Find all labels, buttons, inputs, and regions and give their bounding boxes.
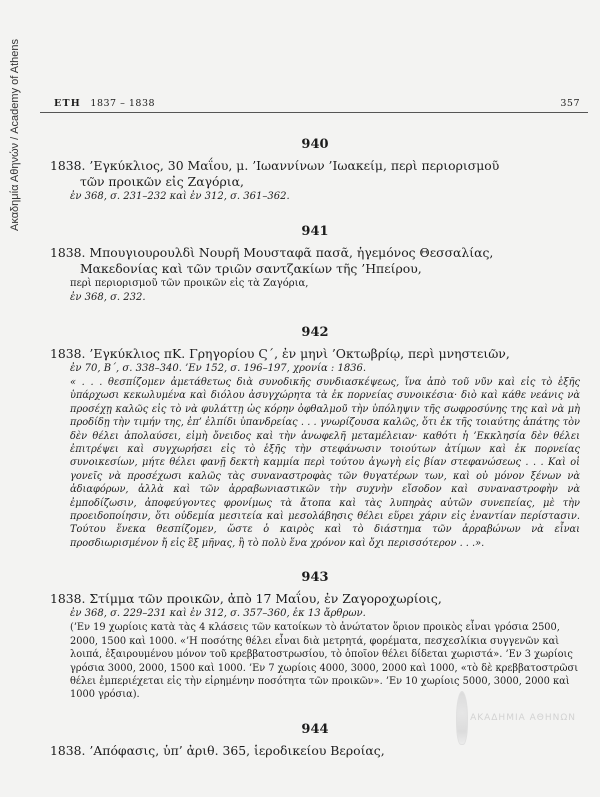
- entry-quotation: « . . . θεσπίζομεν ἀμετάθετως διὰ συνοδικῆς συνδιασκέψεως, ἵνα ἀπὸ τοῦ νῦν καὶ εἰς τὸ ἑξῆς ὑπάρχωσι κεκωλυμένα καὶ διόλου ἀσυγχώρητα τὰ ἐκ πορνείας συνοικέσια· διὸ καὶ κάθε νεάνις νὰ προσέχῃ καλῶς εἰς τὸ νὰ φυλάττῃ ὡς κόρην ὀφθαλμοῦ τὴν ὑπόληψιν τῆς σωφροσύνης της καὶ νὰ μὴ προδίδῃ τὴν τιμήν της, ἐπ’ ἐλπίδι ὑπανδρείας . . . γνωρίζουσα καλῶς, ὅτι ἐκ τῆς τοιαύτης ἀπάτης τὸν δὲν θέλει ἀπολαύσει, εἰμὴ ὄνειδος καὶ τὴν ἀνωφελῆ μεταμέλειαν· καθότι ἡ ’Εκκλησία δὲν θέλει ἐπιτρέψει καὶ συγχωρήσει εἰς τὸ ἑξῆς τὴν στεφάνωσιν τοιούτων ἀτίμων καὶ ἐκ πορνείας συνοικεσίων, μήτε θέλει φανῇ δεκτὴ καμμία περὶ τούτου ἀγωγὴ εἰς βίαν στεφανώσεως . . . Καὶ οἱ γονεῖς νὰ προσέχωσι καλῶς τὰς συναναστροφὰς τῶν θυγατέρων των, καὶ οὐ μόνον ξένων νὰ ἀδιαφόρων, ἀλλὰ καὶ τῶν ἀρραβωνιαστικῶν τὴν συχνὴν εἴσοδον καὶ συναναστροφὴν νὰ ἐμποδίζωσιν, ἀποφεύγοντες φρονίμως τὰ ἄτοπα καὶ τὰς λυπηρὰς αὐτῶν συνεπείας, μὲ τὴν προειδοποίησιν, ὅτι οὐδεμία μεσιτεία καὶ μεσολάβησις θέλει εὕρει χάριν εἰς ἐναντίαν περίστασιν. Τούτου ἕνεκα θεσπίζομεν, ὥστε ὁ καιρὸς καὶ τὸ διάστημα τῶν ἀρραβώνων νὰ εἶναι προσδιωρισμένον ἤ εἰς ἓξ μῆνας, ἢ τὸ πολὺ ἕνα χρόνον καὶ ὄχι περισσότερον . . .».: [70, 377, 580, 549]
- entry-number: 943: [301, 570, 329, 586]
- running-header: [40, 98, 588, 113]
- entry-reference: ἐν 368, σ. 232.: [70, 292, 146, 303]
- academy-emblem-icon: [456, 691, 468, 745]
- archive-side-label: Ακαδημία Αθηνών / Academy of Athens: [9, 39, 21, 232]
- entry-title-line: 1838. ’Εγκύκλιος, 30 Μαΐου, μ. ’Ιωαννίνων ’Ιωακείμ, περὶ περιορισμοῦ: [50, 158, 500, 173]
- academy-watermark: [456, 688, 576, 748]
- entry-reference: ἐν 70, Β΄, σ. 338–340. ’Εν 152, σ. 196–197, χρονία : 1836.: [70, 363, 367, 374]
- entry-title-line: 1838. ’Εγκύκλιος πΚ. Γρηγορίου Ϛ΄, ἐν μηνὶ ’Οκτωβρίῳ, περὶ μνηστειῶν,: [50, 346, 510, 361]
- entry-reference: ἐν 368, σ. 231–232 καὶ ἐν 312, σ. 361–362.: [70, 191, 290, 202]
- entry-number: 940: [301, 137, 329, 152]
- watermark-text: ΑΚΑΔΗΜΙΑ ΑΘΗΝΩΝ: [470, 713, 576, 723]
- entry-942: [50, 325, 580, 550]
- entry-941: [50, 224, 580, 305]
- entry-subject: περὶ περιορισμοῦ τῶν προικῶν εἰς τὰ Ζαγόρια,: [70, 278, 309, 289]
- entry-title-line: 1838. Στίμμα τῶν προικῶν, ἀπὸ 17 Μαΐου, ἐν Ζαγοροχωρίοις,: [50, 591, 442, 607]
- entry-note: (’Εν 19 χωρίοις κατὰ τὰς 4 κλάσεις τῶν κατοίκων τὸ ἀνώτατον ὅριον προικὸς εἶναι γρόσια 2500, 2000, 1500 καὶ 1000. «’Η ποσότης θέλει εἶναι διὰ μετρητά, φορέματα, πεσχεσλίκια συγγενῶν καὶ λοιπά, ἐξαιρουμένου μόνον τοῦ κρεββατοστρωσίου, τὸ ὁποῖον θέλει δίδεται χωριστά». ’Εν 3 χωρίοις γρόσια 3000, 2000, 1500 καὶ 1000. ’Εν 7 χωρίοις 4000, 3000, 2000 καὶ 1000, «τὸ δὲ κρεββατοστρῶσι θέλει ἐμπεριέχεται εἰς τὴν εἰρημένην ποσότητα τῶν προικῶν». ’Εν 10 χωρίοις 5000, 3000, 2000 καὶ 1000 γρόσια).: [70, 622, 579, 701]
- book-page: [40, 98, 588, 759]
- entry-reference: ἐν 368, σ. 229–231 καὶ ἐν 312, σ. 357–360, ἐκ 13 ἄρθρων.: [70, 608, 366, 620]
- page-number: 357: [560, 98, 580, 109]
- entry-number: 941: [301, 224, 329, 239]
- entry-number: 942: [301, 325, 329, 340]
- running-title: ΕΤΗ: [54, 98, 81, 109]
- entry-943: [50, 570, 580, 701]
- entry-title-line: 1838. Μπουγιουρουλδὶ Νουρῆ Μουσταφᾶ πασᾶ, ἡγεμόνος Θεσσαλίας,: [50, 245, 494, 260]
- entry-number: 944: [301, 721, 329, 737]
- entry-940: [50, 137, 580, 204]
- entry-title-line: Μακεδονίας καὶ τῶν τριῶν σαντζακίων τῆς ’Ηπείρου,: [80, 261, 422, 276]
- running-years: 1837 – 1838: [90, 98, 156, 109]
- entry-title-line: 1838. ’Απόφασις, ὑπ’ ἀριθ. 365, ἱεροδικείου Βεροίας,: [50, 742, 385, 758]
- entry-title-line: τῶν προικῶν εἰς Ζαγόρια,: [80, 174, 244, 189]
